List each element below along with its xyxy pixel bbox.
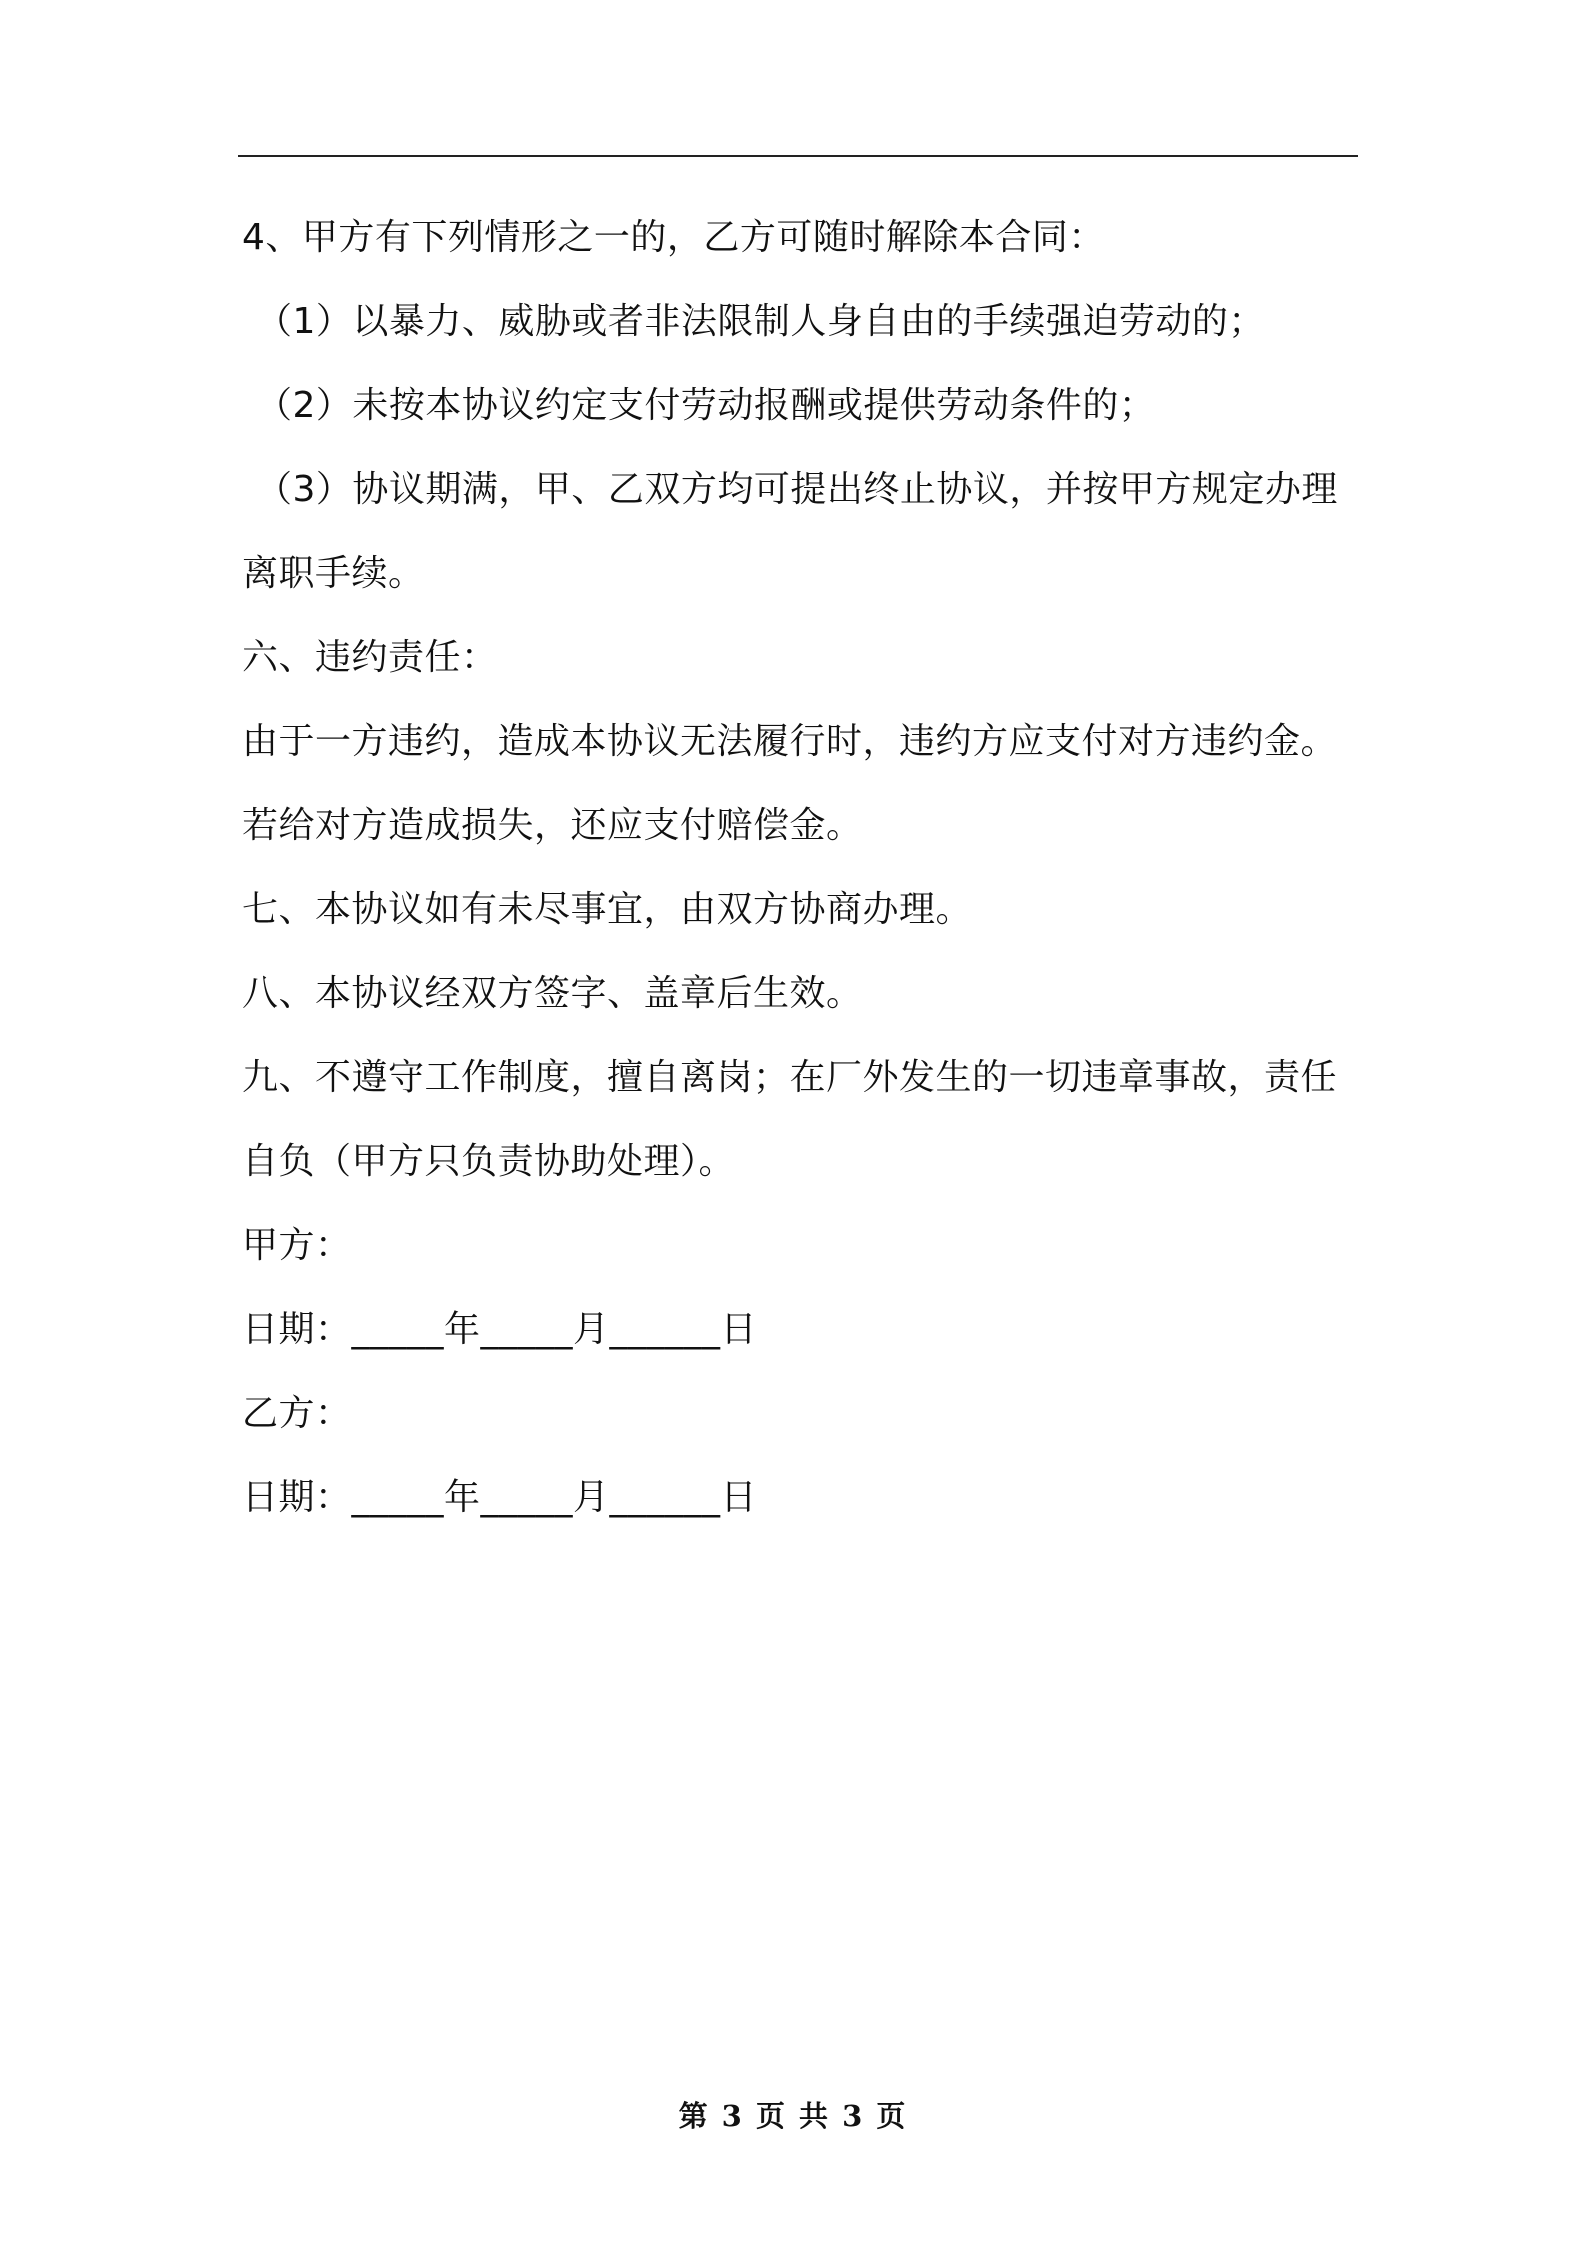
header-divider [238,155,1358,157]
section-9-text-line-1: 九、不遵守工作制度，擅自离岗；在厂外发生的一切违章事故，责任 [242,1057,1338,1098]
clause-4-item-3: （3）协议期满，甲、乙双方均可提出终止协议，并按甲方规定办理 [256,469,1338,510]
clause-4-item-2: （2）未按本协议约定支付劳动报酬或提供劳动条件的； [256,385,1156,426]
page-number: 第 3 页 共 3 页 [678,2099,908,2133]
clause-4-item-1: （1）以暴力、威胁或者非法限制人身自由的手续强迫劳动的； [256,301,1265,342]
section-8-text: 八、本协议经双方签字、盖章后生效。 [242,973,863,1014]
section-9-text-line-2: 自负（甲方只负责协助处理）。 [242,1141,736,1182]
section-6-text-line-1: 由于一方违约，造成本协议无法履行时，违约方应支付对方违约金。 [242,721,1338,762]
clause-4-heading: 4、甲方有下列情形之一的，乙方可随时解除本合同： [242,217,1105,258]
section-7-text: 七、本协议如有未尽事宜，由双方协商办理。 [242,889,973,930]
section-6-heading: 六、违约责任： [242,637,498,678]
party-b-label: 乙方： [242,1393,352,1434]
party-b-date-line: 日期：_____年_____月______日 [242,1477,758,1518]
party-a-date-line: 日期：_____年_____月______日 [242,1309,758,1350]
clause-4-item-3-continued: 离职手续。 [242,553,425,594]
party-a-label: 甲方： [242,1225,352,1266]
document-body [242,196,1367,1540]
section-6-text-line-2: 若给对方造成损失，还应支付赔偿金。 [242,805,863,846]
